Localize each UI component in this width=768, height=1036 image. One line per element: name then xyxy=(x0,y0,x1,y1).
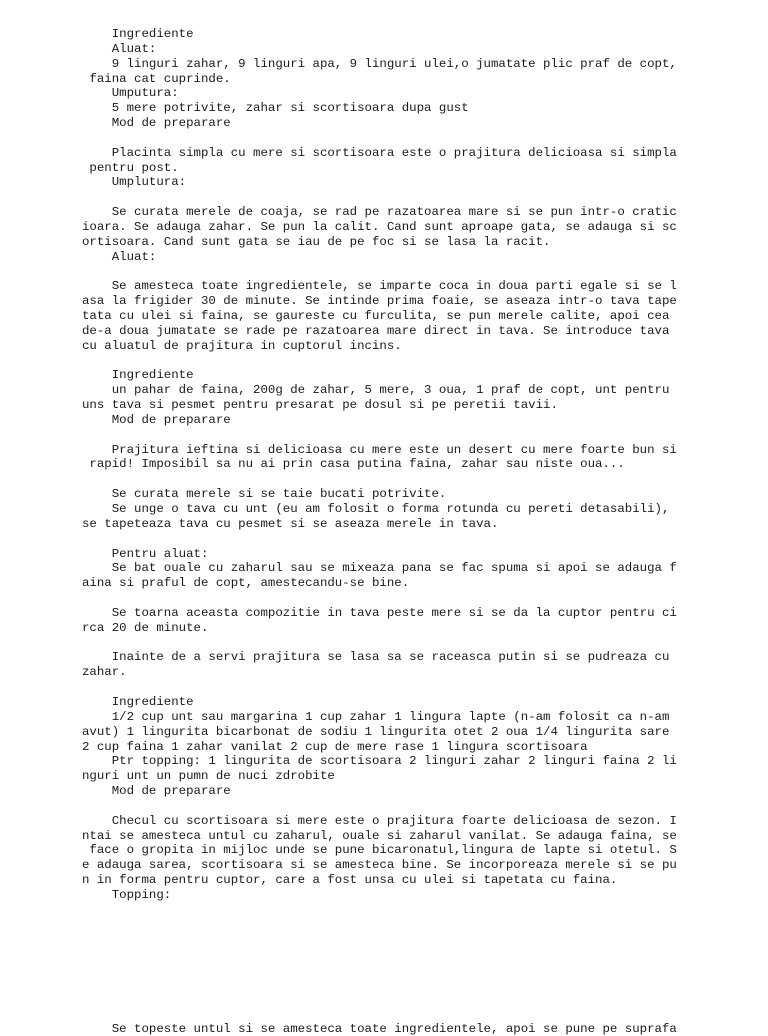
text-line: uns tava si pesmet pentru presarat pe dosul si pe peretii tavii. xyxy=(82,398,558,413)
text-line xyxy=(82,1007,768,1022)
text-line: cu aluatul de prajitura in cuptorul incins. xyxy=(82,338,402,353)
text-line: ntai se amesteca untul cu zaharul, ouale si zaharul vanilat. Se adauga faina, se xyxy=(82,828,677,843)
text-line: ortisoara. Cand sunt gata se iau de pe foc si se lasa la racit. xyxy=(82,234,551,249)
text-line: Ingrediente xyxy=(82,27,194,41)
text-line xyxy=(82,131,768,146)
text-line: Inainte de a servi prajitura se lasa sa se raceasca putin si se pudreaza cu xyxy=(82,650,670,665)
text-line: Aluat: xyxy=(82,249,157,264)
text-line: ioara. Se adauga zahar. Se pun la calit. Cand sunt aproape gata, se adauga si sc xyxy=(82,219,677,234)
text-line: face o gropita in mijloc unde se pune bicaronatul,lingura de lapte si otetul. S xyxy=(82,843,677,858)
text-line xyxy=(82,532,768,547)
text-line xyxy=(82,472,768,487)
text-line: tata cu ulei si faina, se gaureste cu furculita, se pun merele calite, apoi cea xyxy=(82,309,670,324)
text-line: Ingrediente xyxy=(82,694,194,709)
text-line: Umplutura: xyxy=(82,175,187,190)
text-line xyxy=(82,591,768,606)
text-line xyxy=(82,947,768,962)
text-line: Se unge o tava cu unt (eu am folosit o forma rotunda cu pereti detasabili), xyxy=(82,502,670,516)
text-line: aina si praful de copt, amestecandu-se bine. xyxy=(82,576,410,591)
text-line: Checul cu scortisoara si mere este o prajitura foarte delicioasa de sezon. I xyxy=(82,813,677,828)
text-line xyxy=(82,799,768,814)
text-line xyxy=(82,636,768,651)
text-line xyxy=(82,190,768,205)
text-line: n in forma pentru cuptor, care a fost unsa cu ulei si tapetata cu faina. xyxy=(82,873,618,888)
text-line: rca 20 de minute. xyxy=(82,620,209,635)
text-line: Topping: xyxy=(82,887,172,902)
text-line: 2 cup faina 1 zahar vanilat 2 cup de mere rase 1 lingura scortisoara xyxy=(82,739,588,754)
text-line: nguri unt un pumn de nuci zdrobite xyxy=(82,769,335,784)
text-line: Aluat: xyxy=(82,41,157,56)
text-line: Se curata merele de coaja, se rad pe razatoarea mare si se pun intr-o cratic xyxy=(82,205,677,220)
text-line: e adauga sarea, scortisoara si se amesteca bine. Se incorporeaza merele si se pu xyxy=(82,858,677,873)
text-line: un pahar de faina, 200g de zahar, 5 mere, 3 oua, 1 praf de copt, unt pentru xyxy=(82,383,670,398)
text-line xyxy=(82,992,768,1007)
text-line: faina cat cuprinde. xyxy=(82,71,231,86)
text-line: Ingrediente xyxy=(82,368,194,383)
text-line: 9 linguri zahar, 9 linguri apa, 9 linguri ulei,o jumatate plic praf de copt, xyxy=(82,56,677,71)
text-line: Mod de preparare xyxy=(82,412,231,427)
recipe-text-body xyxy=(82,27,768,1036)
text-line: Se curata merele si se taie bucati potrivite. xyxy=(82,487,447,502)
text-line: 5 mere potrivite, zahar si scortisoara dupa gust xyxy=(82,101,469,116)
text-line xyxy=(82,428,768,443)
text-line: de-a doua jumatate se rade pe razatoarea mare direct in tava. Se introduce tava xyxy=(82,323,670,338)
text-line: Pentru aluat: xyxy=(82,546,209,561)
text-line: asa la frigider 30 de minute. Se intinde prima foaie, se aseaza intr-o tava tape xyxy=(82,294,677,309)
text-line: Se bat ouale cu zaharul sau se mixeaza pana se fac spuma si apoi se adauga f xyxy=(82,561,677,576)
text-line: Mod de preparare xyxy=(82,116,231,131)
text-line xyxy=(82,903,768,918)
text-line: 1/2 cup unt sau margarina 1 cup zahar 1 lingura lapte (n-am folosit ca n-am xyxy=(82,709,670,724)
text-line xyxy=(82,918,768,933)
text-line: pentru post. xyxy=(82,160,179,175)
text-line: Placinta simpla cu mere si scortisoara este o prajitura delicioasa si simpla xyxy=(82,145,677,160)
text-line: Mod de preparare xyxy=(82,784,231,799)
text-line xyxy=(82,680,768,695)
text-line: Ptr topping: 1 lingurita de scortisoara 2 linguri zahar 2 linguri faina 2 li xyxy=(82,754,677,769)
text-line xyxy=(82,265,768,280)
text-line: avut) 1 lingurita bicarbonat de sodiu 1 lingurita otet 2 oua 1/4 lingurita sare xyxy=(82,724,670,739)
text-line: zahar. xyxy=(82,665,127,680)
text-line: Umputura: xyxy=(82,86,179,101)
text-line: Se topeste untul si se amesteca toate ingredientele, apoi se pune pe suprafa xyxy=(82,1021,677,1036)
text-line xyxy=(82,932,768,947)
text-line: Se amesteca toate ingredientele, se imparte coca in doua parti egale si se l xyxy=(82,279,677,294)
text-line xyxy=(82,962,768,977)
text-line: rapid! Imposibil sa nu ai prin casa putina faina, zahar sau niste oua... xyxy=(82,457,625,472)
text-line: Prajitura ieftina si delicioasa cu mere este un desert cu mere foarte bun si xyxy=(82,442,677,457)
text-line xyxy=(82,977,768,992)
text-line xyxy=(82,354,768,369)
text-line: Se toarna aceasta compozitie in tava peste mere si se da la cuptor pentru ci xyxy=(82,605,677,620)
text-line: se tapeteaza tava cu pesmet si se aseaza merele in tava. xyxy=(82,516,499,531)
